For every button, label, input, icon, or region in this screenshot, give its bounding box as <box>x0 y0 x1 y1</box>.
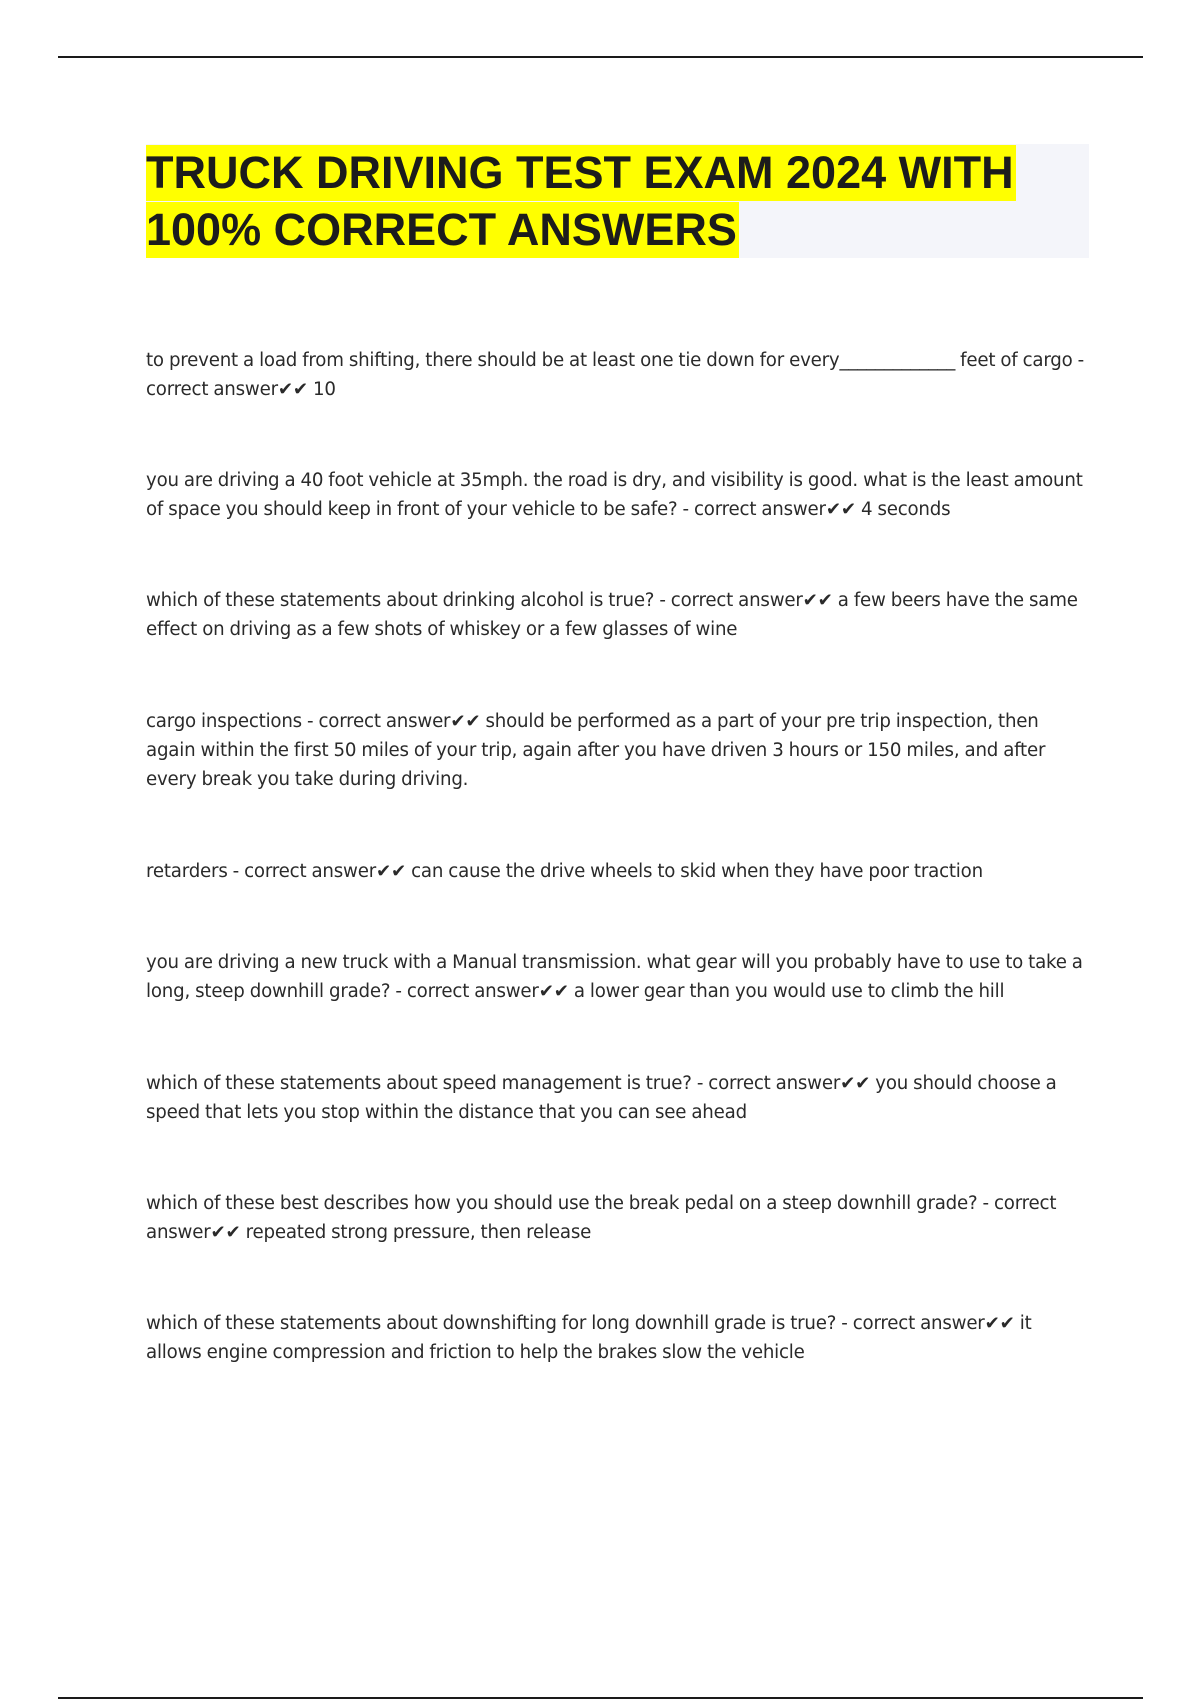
question-answer-2: you are driving a 40 foot vehicle at 35mph. the road is dry, and visibility is good. what is the least amount of space you should keep in front of your vehicle to be safe? - correct answer✔✔ 4 seconds <box>146 470 1083 520</box>
page-title <box>146 144 1089 258</box>
question-answer-8: which of these best describes how you should use the break pedal on a steep downhill grade? - correct answer✔✔ repeated strong pressure, then release <box>146 1193 1057 1243</box>
bottom-rule <box>58 1697 1143 1699</box>
question-answer-5: retarders - correct answer✔✔ can cause the drive wheels to skid when they have poor traction <box>146 861 983 882</box>
question-answer-7: which of these statements about speed management is true? - correct answer✔✔ you should choose a speed that lets you stop within the distance that you can see ahead <box>146 1073 1057 1123</box>
question-answer-6: you are driving a new truck with a Manual transmission. what gear will you probably have to use to take a long, steep downhill grade? - correct answer✔✔ a lower gear than you would use to climb the hill <box>146 952 1083 1002</box>
top-rule <box>58 56 1143 58</box>
question-answer-9: which of these statements about downshifting for long downhill grade is true? - correct answer✔✔ it allows engine compression and friction to help the brakes slow the vehicle <box>146 1313 1032 1363</box>
question-answer-4: cargo inspections - correct answer✔✔ should be performed as a part of your pre trip inspection, then again within the first 50 miles of your trip, again after you have driven 3 hours or 150 miles, and after every break you take during driving. <box>146 711 1046 790</box>
title-block <box>146 144 1089 258</box>
title-highlight: TRUCK DRIVING TEST EXAM 2024 WITH 100% CORRECT ANSWERS <box>146 145 1016 258</box>
question-answer-3: which of these statements about drinking alcohol is true? - correct answer✔✔ a few beers have the same effect on driving as a few shots of whiskey or a few glasses of wine <box>146 590 1078 640</box>
question-answer-1: to prevent a load from shifting, there should be at least one tie down for every_____________ feet of cargo - correct answer✔✔ 10 <box>146 350 1085 400</box>
